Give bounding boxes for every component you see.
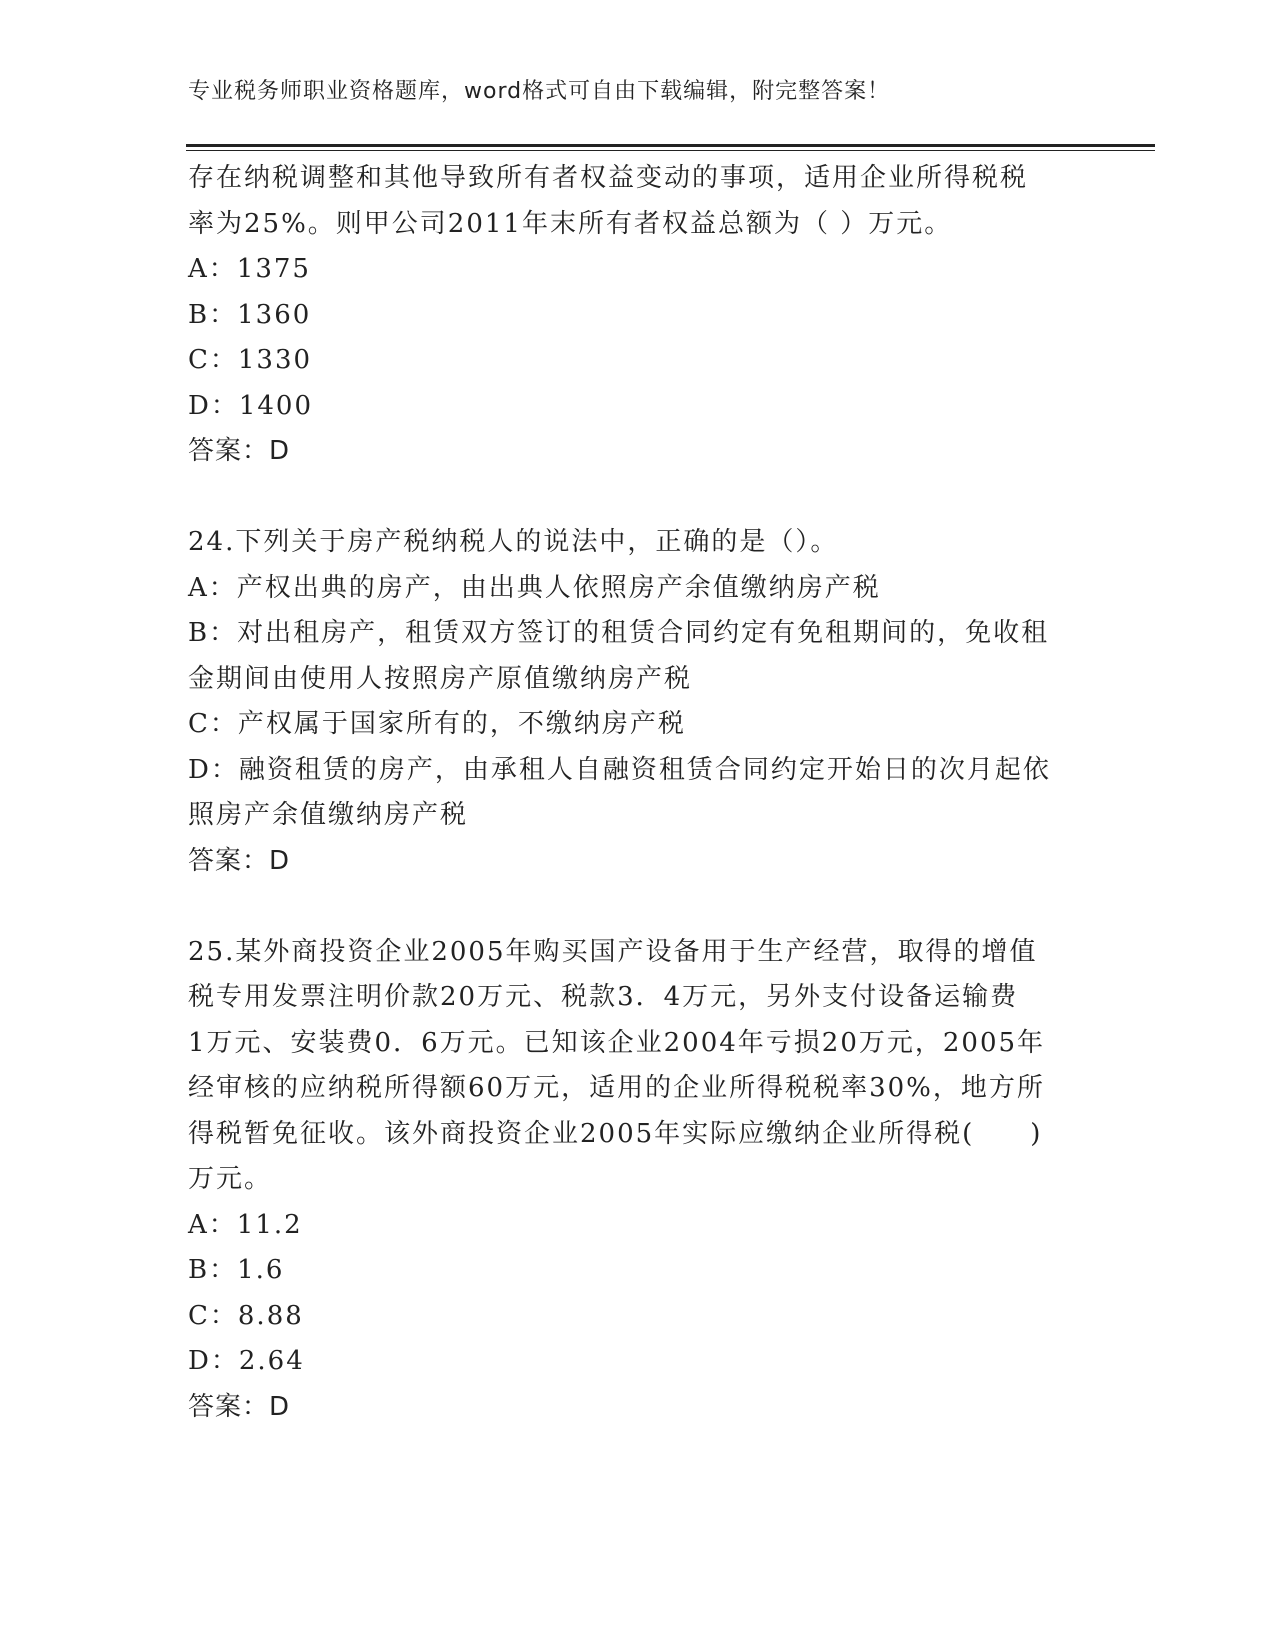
option-c: C：1330 (188, 345, 313, 375)
question-23 (188, 156, 1088, 475)
spacer (188, 475, 1088, 521)
question-stem-line: 经审核的应纳税所得额60万元，适用的企业所得税税率30%，地方所 (188, 1073, 1045, 1103)
option-a: A：11.2 (188, 1209, 303, 1240)
question-stem-line: 25.某外商投资企业2005年购买国产设备用于生产经营，取得的增值 (188, 936, 1038, 967)
option-a: A：1375 (188, 254, 311, 284)
document-body (188, 156, 1088, 1430)
option-d-continued: 照房产余值缴纳房产税 (188, 800, 469, 830)
option-a: A：产权出典的房产，由出典人依照房产余值缴纳房产税 (188, 572, 881, 603)
option-b-continued: 金期间由使用人按照房产原值缴纳房产税 (188, 663, 693, 694)
page-header: 专业税务师职业资格题库，word格式可自由下载编辑，附完整答案！ (188, 79, 891, 104)
answer-line: 答案：D (188, 845, 291, 876)
question-stem-line: 率为25%。则甲公司2011年末所有者权益总额为（ ）万元。 (188, 208, 953, 239)
question-stem-line: 税专用发票注明价款20万元、税款3．4万元，另外支付设备运输费 (188, 982, 1019, 1012)
question-stem-line: 24.下列关于房产税纳税人的说法中，正确的是（）。 (188, 527, 839, 557)
option-d: D：2.64 (188, 1346, 305, 1376)
question-25 (188, 930, 1088, 1431)
option-c: C：8.88 (188, 1300, 304, 1331)
header-rule-thin (186, 150, 1155, 151)
header-rule-thick (186, 144, 1155, 147)
option-b: B：对出租房产，租赁双方签订的租赁合同约定有免租期间的，免收租 (188, 618, 1050, 648)
option-c: C：产权属于国家所有的，不缴纳房产税 (188, 709, 686, 739)
question-stem-line: 存在纳税调整和其他导致所有者权益变动的事项，适用企业所得税税 (188, 163, 1029, 193)
question-24 (188, 520, 1088, 884)
answer-line: 答案：D (188, 436, 291, 466)
spacer (188, 884, 1088, 930)
option-d: D：1400 (188, 390, 314, 421)
answer-line: 答案：D (188, 1391, 291, 1422)
question-stem-line: 万元。 (188, 1164, 273, 1194)
option-d: D：融资租赁的房产，由承租人自融资租赁合同约定开始日的次月起依 (188, 754, 1051, 785)
option-b: B：1360 (188, 299, 312, 330)
question-stem-line: 1万元、安装费0．6万元。已知该企业2004年亏损20万元，2005年 (188, 1027, 1046, 1058)
question-stem-line: 得税暂免征收。该外商投资企业2005年实际应缴纳企业所得税( ) (188, 1118, 1043, 1149)
option-b: B：1.6 (188, 1255, 285, 1285)
